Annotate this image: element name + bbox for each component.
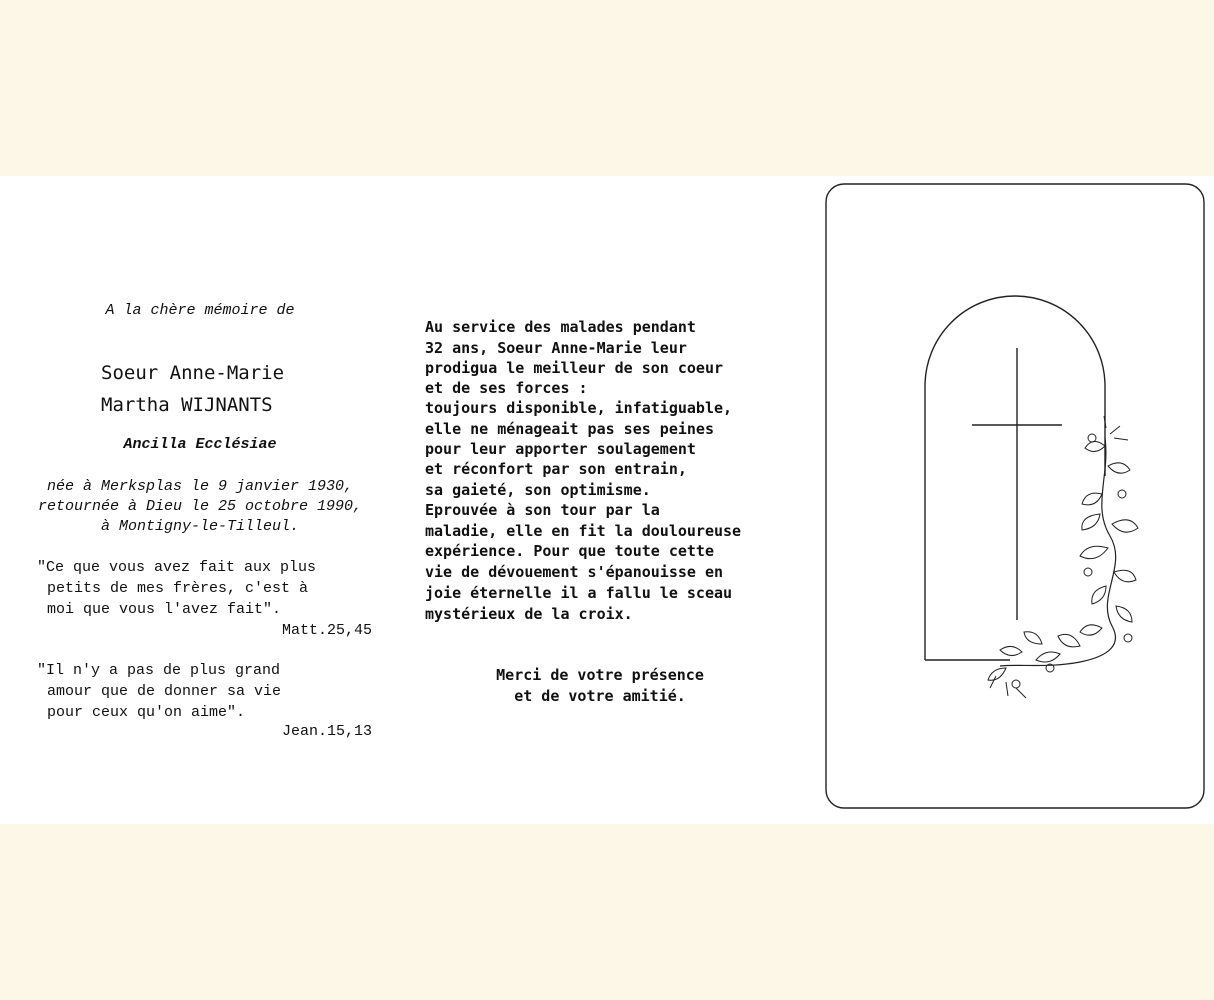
- quote1-line-2: petits de mes frères, c'est à: [47, 580, 309, 597]
- memorial-card: [0, 176, 1214, 824]
- body-line-13: vie de dévouement s'épanouisse en: [425, 563, 724, 581]
- quote2-line-3: pour ceux qu'on aime".: [47, 704, 246, 721]
- middle-panel: [400, 176, 810, 824]
- quote2-line-2: amour que de donner sa vie: [47, 683, 282, 700]
- body-line-15: mystérieux de la croix.: [425, 605, 633, 623]
- religious-title: Ancilla Ecclésiae: [123, 436, 277, 453]
- closing-line-1: Merci de votre présence: [496, 666, 704, 684]
- left-panel: [0, 176, 400, 824]
- body-line-12: expérience. Pour que toute cette: [425, 542, 714, 560]
- right-panel: [810, 176, 1214, 824]
- quote2-line-1: "Il n'y a pas de plus grand: [37, 662, 281, 679]
- cross-with-floral-arch-icon: [810, 176, 1214, 824]
- body-line-1: Au service des malades pendant: [425, 318, 696, 336]
- body-line-6: elle ne ménageait pas ses peines: [425, 420, 714, 438]
- bio-line-3: à Montigny-le-Tilleul.: [100, 518, 300, 535]
- quote1-line-3: moi que vous l'avez fait".: [47, 601, 282, 618]
- body-line-9: sa gaieté, son optimisme.: [425, 481, 651, 499]
- body-line-10: Eprouvée à son tour par la: [425, 501, 660, 519]
- body-line-8: et réconfort par son entrain,: [425, 460, 687, 478]
- body-line-14: joie éternelle il a fallu le sceau: [425, 584, 733, 602]
- name-line-2: Martha WIJNANTS: [101, 394, 273, 416]
- closing-line-2: et de votre amitié.: [514, 687, 686, 705]
- body-line-5: toujours disponible, infatiguable,: [425, 399, 733, 417]
- body-line-7: pour leur apporter soulagement: [425, 440, 696, 458]
- bio-line-2: retournée à Dieu le 25 octobre 1990,: [37, 498, 363, 515]
- body-line-3: prodigua le meilleur de son coeur: [425, 359, 724, 377]
- name-line-1: Soeur Anne-Marie: [101, 362, 285, 384]
- body-line-11: maladie, elle en fit la douloureuse: [425, 522, 742, 540]
- body-line-4: et de ses forces :: [425, 379, 588, 397]
- quote1-reference: Matt.25,45: [282, 622, 373, 639]
- bio-line-1: née à Merksplas le 9 janvier 1930,: [46, 478, 354, 495]
- dedication-text: A la chère mémoire de: [105, 302, 295, 319]
- quote1-line-1: "Ce que vous avez fait aux plus: [37, 559, 317, 576]
- body-line-2: 32 ans, Soeur Anne-Marie leur: [425, 339, 687, 357]
- quote2-reference: Jean.15,13: [282, 723, 373, 740]
